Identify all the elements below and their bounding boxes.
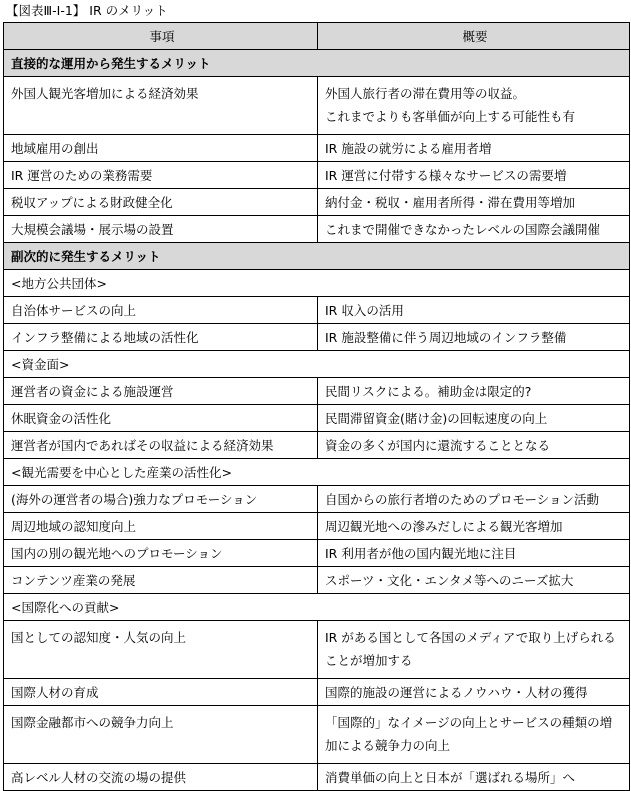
summary-line: 資金の多くが国内に還流することとなる <box>325 438 551 453</box>
summary-cell <box>318 297 630 324</box>
summary-cell <box>318 486 630 513</box>
summary-cell <box>318 513 630 540</box>
table-row <box>4 324 630 351</box>
table-row <box>4 77 630 135</box>
summary-cell <box>318 540 630 567</box>
table-row <box>4 216 630 243</box>
item-cell: 休眠資金の活性化 <box>4 405 318 432</box>
item-cell: IR 運営のための業務需要 <box>4 162 318 189</box>
summary-cell <box>318 324 630 351</box>
item-cell: 国際金融都市への競争力向上 <box>4 706 318 764</box>
summary-cell <box>318 764 630 791</box>
table-row <box>4 135 630 162</box>
table-row <box>4 621 630 679</box>
group-label: <観光需要を中心とした産業の活性化> <box>4 459 630 486</box>
summary-line: これまでよりも客単価が向上する可能性も有 <box>325 109 576 124</box>
table-row <box>4 486 630 513</box>
table-row <box>4 189 630 216</box>
summary-line: これまで開催できなかったレベルの国際会議開催 <box>325 222 601 237</box>
summary-cell <box>318 77 630 135</box>
item-cell: (海外の運営者の場合)強力なプロモーション <box>4 486 318 513</box>
summary-line: 加による競争力の向上 <box>325 738 451 753</box>
item-cell: 外国人観光客増加による経済効果 <box>4 77 318 135</box>
summary-cell <box>318 621 630 679</box>
section-title-row <box>4 50 630 77</box>
table-row <box>4 679 630 706</box>
item-cell: 運営者が国内であればその収益による経済効果 <box>4 432 318 459</box>
summary-cell <box>318 405 630 432</box>
group-label: <資金面> <box>4 351 630 378</box>
header-summary: 概要 <box>318 23 630 50</box>
group-label-row <box>4 594 630 621</box>
summary-line: 「国際的」なイメージの向上とサービスの種類の増 <box>325 715 613 730</box>
table-row <box>4 513 630 540</box>
summary-line: IR 収入の活用 <box>325 303 404 318</box>
summary-line: 消費単価の向上と日本が「選ばれる場所」へ <box>325 770 576 785</box>
summary-line: ことが増加する <box>325 653 413 668</box>
summary-cell <box>318 135 630 162</box>
summary-line: 自国からの旅行者増のためのプロモーション活動 <box>325 492 600 507</box>
table-body <box>4 50 630 791</box>
item-cell: 国内の別の観光地へのプロモーション <box>4 540 318 567</box>
item-cell: 高レベル人材の交流の場の提供 <box>4 764 318 791</box>
summary-line: IR がある国として各国のメディアで取り上げられる <box>325 630 616 645</box>
summary-cell <box>318 567 630 594</box>
summary-cell <box>318 162 630 189</box>
summary-line: 国際的施設の運営によるノウハウ・人材の獲得 <box>325 685 588 700</box>
item-cell: 国としての認知度・人気の向上 <box>4 621 318 679</box>
table-row <box>4 540 630 567</box>
item-cell: 国際人材の育成 <box>4 679 318 706</box>
summary-cell <box>318 706 630 764</box>
table-row <box>4 405 630 432</box>
summary-cell <box>318 189 630 216</box>
table-row <box>4 432 630 459</box>
table-row <box>4 297 630 324</box>
summary-line: 民間リスクによる。補助金は限定的? <box>325 384 532 399</box>
summary-line: 民間滞留資金(賭け金)の回転速度の向上 <box>325 411 548 426</box>
table-row <box>4 378 630 405</box>
group-label-row <box>4 351 630 378</box>
summary-cell <box>318 378 630 405</box>
header-item: 事項 <box>4 23 318 50</box>
figure-caption: 【図表Ⅲ-Ⅰ-1】 IR のメリット <box>6 3 168 18</box>
summary-line: スポーツ・文化・エンタメ等へのニーズ拡大 <box>325 573 574 588</box>
summary-line: 周辺観光地への滲みだしによる観光客増加 <box>325 519 563 534</box>
table-header-row <box>4 23 630 50</box>
summary-line: 外国人旅行者の滞在費用等の収益。 <box>325 86 526 101</box>
summary-cell <box>318 432 630 459</box>
section-title-row <box>4 243 630 270</box>
merits-table <box>3 22 630 791</box>
table-row <box>4 162 630 189</box>
item-cell: 税収アップによる財政健全化 <box>4 189 318 216</box>
summary-line: IR 施設整備に伴う周辺地域のインフラ整備 <box>325 330 567 345</box>
summary-line: IR 施設の就労による雇用者増 <box>325 141 492 156</box>
group-label: <地方公共団体> <box>4 270 630 297</box>
section-title: 副次的に発生するメリット <box>4 243 630 270</box>
summary-line: IR 運営に付帯する様々なサービスの需要増 <box>325 168 567 183</box>
item-cell: 周辺地域の認知度向上 <box>4 513 318 540</box>
summary-cell <box>318 679 630 706</box>
table-row <box>4 764 630 791</box>
group-label-row <box>4 459 630 486</box>
group-label: <国際化への貢献> <box>4 594 630 621</box>
item-cell: 地域雇用の創出 <box>4 135 318 162</box>
item-cell: インフラ整備による地域の活性化 <box>4 324 318 351</box>
item-cell: 自治体サービスの向上 <box>4 297 318 324</box>
table-row <box>4 567 630 594</box>
table-row <box>4 706 630 764</box>
group-label-row <box>4 270 630 297</box>
summary-cell <box>318 216 630 243</box>
section-title: 直接的な運用から発生するメリット <box>4 50 630 77</box>
summary-line: IR 利用者が他の国内観光地に注目 <box>325 546 517 561</box>
item-cell: コンテンツ産業の発展 <box>4 567 318 594</box>
item-cell: 大規模会議場・展示場の設置 <box>4 216 318 243</box>
summary-line: 納付金・税収・雇用者所得・滞在費用等増加 <box>325 195 576 210</box>
item-cell: 運営者の資金による施設運営 <box>4 378 318 405</box>
